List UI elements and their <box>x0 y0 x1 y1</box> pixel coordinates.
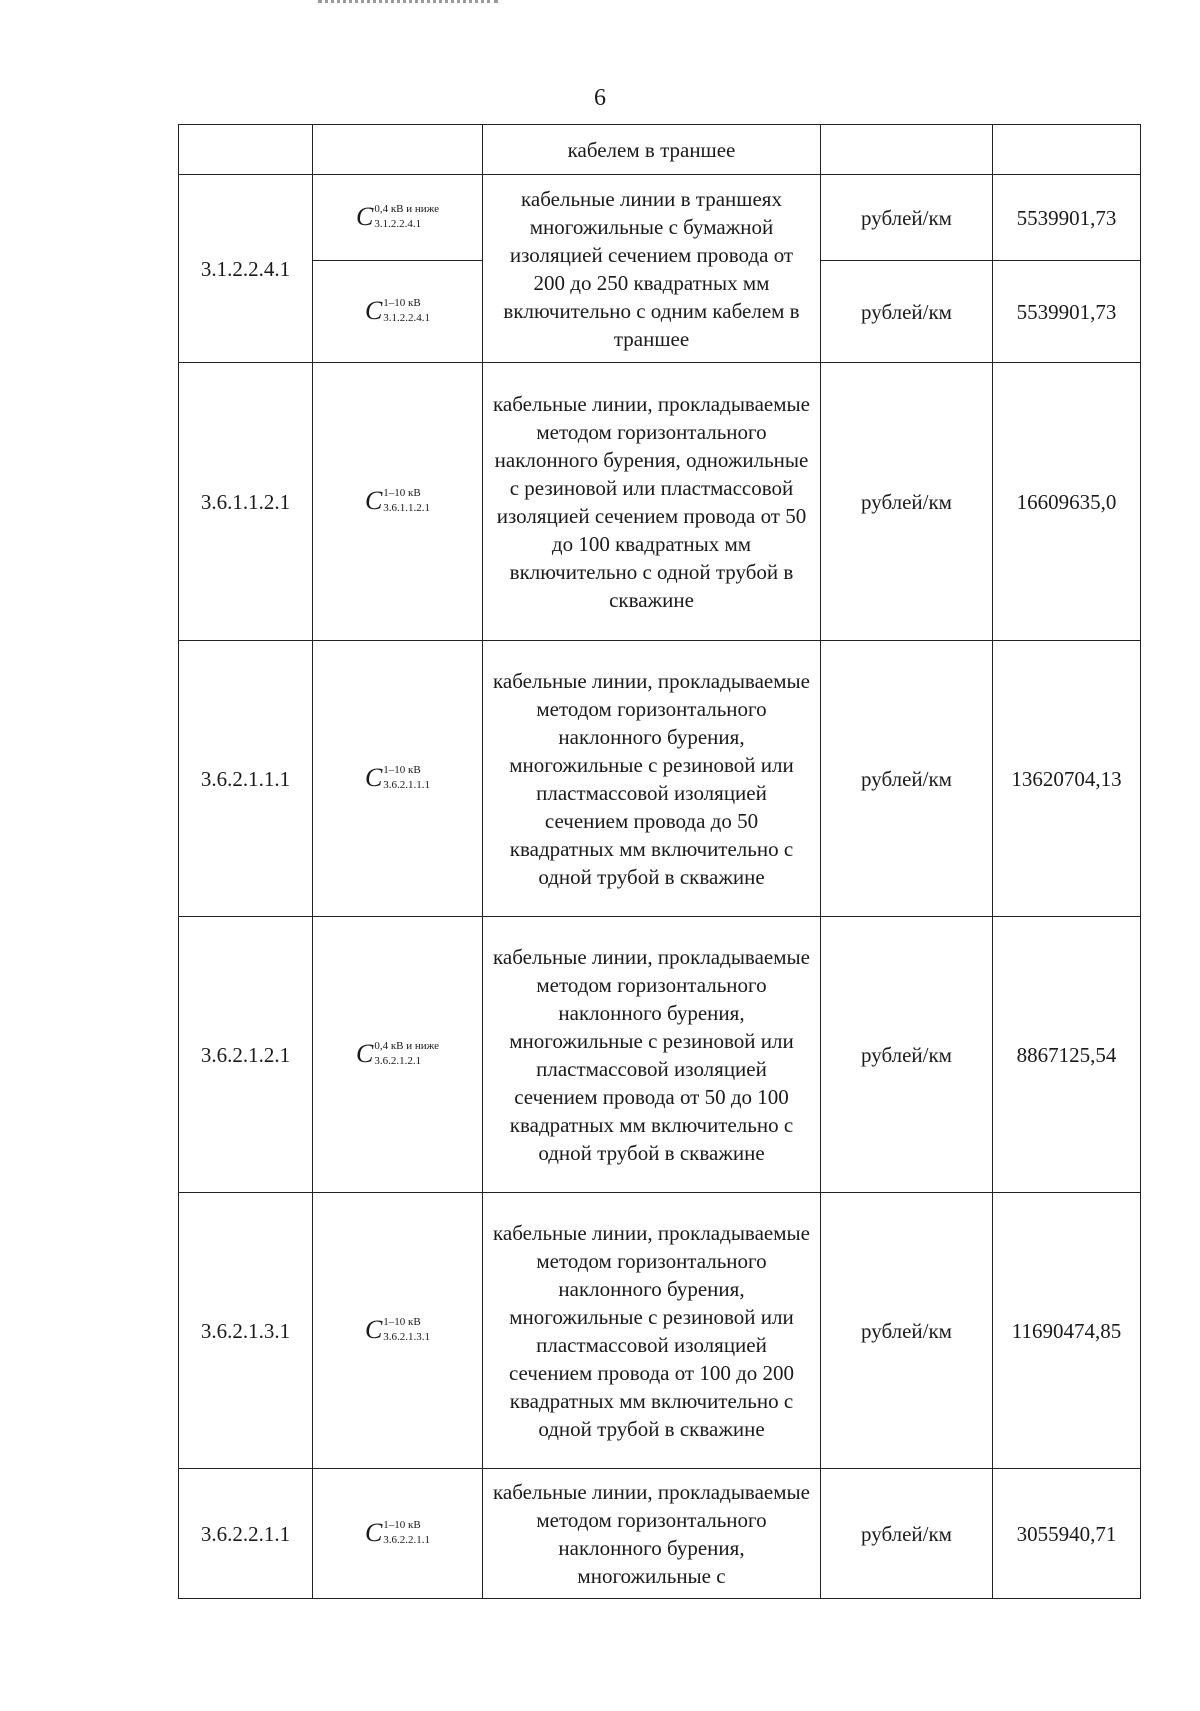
row-description: кабельные линии, прокладываемые методом горизонтального наклонного бурения, многожильные с резиновой или пластмассовой изоляцией сечением провода от 50 до 100 квадратных мм включительно с одной трубой в скважине <box>483 917 821 1193</box>
rate-symbol: C 1–10 кВ 3.6.2.1.1.1 <box>364 763 431 792</box>
table-row <box>179 641 1141 917</box>
rate-symbol-cell <box>313 641 483 917</box>
row-unit: рублей/км <box>821 641 993 917</box>
page-number: 6 <box>594 85 606 111</box>
row-value: 16609635,0 <box>993 363 1141 641</box>
row-value <box>993 125 1141 175</box>
row-number-cell: 3.1.2.2.4.1 <box>179 175 313 363</box>
row-description: кабельные линии, прокладываемые методом горизонтального наклонного бурения, многожильные с <box>483 1469 821 1599</box>
row-unit: рублей/км <box>821 917 993 1193</box>
table-row <box>179 363 1141 641</box>
rate-symbol: C 1–10 кВ 3.6.1.1.2.1 <box>364 486 431 515</box>
rate-symbol: C 1–10 кВ 3.1.2.2.4.1 <box>364 296 431 325</box>
row-value: 3055940,71 <box>993 1469 1141 1599</box>
rates-table <box>178 124 1141 1599</box>
row-description: кабельные линии, прокладываемые методом горизонтального наклонного бурения, многожильные с резиновой или пластмассовой изоляцией сечением провода от 100 до 200 квадратных мм включительно с одной трубой в скважине <box>483 1193 821 1469</box>
row-unit <box>821 125 993 175</box>
rate-symbol: C 0,4 кВ и ниже 3.6.2.1.2.1 <box>355 1039 440 1068</box>
row-description: кабелем в траншее <box>483 125 821 175</box>
scan-top-residue <box>318 0 498 8</box>
row-number-cell: 3.6.2.2.1.1 <box>179 1469 313 1599</box>
rate-symbol-cell <box>313 917 483 1193</box>
row-unit: рублей/км <box>821 261 993 363</box>
row-value: 5539901,73 <box>993 261 1141 363</box>
table-row <box>179 175 1141 261</box>
table-row <box>179 1469 1141 1599</box>
rate-symbol: C 1–10 кВ 3.6.2.1.3.1 <box>364 1315 431 1344</box>
rate-symbol-cell <box>313 1469 483 1599</box>
rate-symbol-cell <box>313 1193 483 1469</box>
table-row <box>179 125 1141 175</box>
row-unit: рублей/км <box>821 175 993 261</box>
row-unit: рублей/км <box>821 1469 993 1599</box>
rate-symbol-cell <box>313 261 483 363</box>
table-row <box>179 1193 1141 1469</box>
table-row <box>179 917 1141 1193</box>
row-value: 8867125,54 <box>993 917 1141 1193</box>
row-value: 13620704,13 <box>993 641 1141 917</box>
row-description: кабельные линии, прокладываемые методом горизонтального наклонного бурения, многожильные с резиновой или пластмассовой изоляцией сечением провода до 50 квадратных мм включительно с одной трубой в скважине <box>483 641 821 917</box>
row-description: кабельные линии в траншеях многожильные с бумажной изоляцией сечением провода от 200 до 250 квадратных мм включительно с одним кабелем в траншее <box>483 175 821 363</box>
row-number-cell: 3.6.2.1.1.1 <box>179 641 313 917</box>
rate-symbol-cell <box>313 125 483 175</box>
rate-symbol: C 0,4 кВ и ниже 3.1.2.2.4.1 <box>355 202 440 231</box>
row-value: 11690474,85 <box>993 1193 1141 1469</box>
row-number-cell <box>179 125 313 175</box>
row-value: 5539901,73 <box>993 175 1141 261</box>
rate-symbol-cell <box>313 175 483 261</box>
row-number-cell: 3.6.2.1.3.1 <box>179 1193 313 1469</box>
row-unit: рублей/км <box>821 1193 993 1469</box>
rate-symbol: C 1–10 кВ 3.6.2.2.1.1 <box>364 1518 431 1547</box>
row-number-cell: 3.6.1.1.2.1 <box>179 363 313 641</box>
row-unit: рублей/км <box>821 363 993 641</box>
row-number-cell: 3.6.2.1.2.1 <box>179 917 313 1193</box>
row-description: кабельные линии, прокладываемые методом горизонтального наклонного бурения, одножильные с резиновой или пластмассовой изоляцией сечением провода от 50 до 100 квадратных мм включительно с одной трубой в скважине <box>483 363 821 641</box>
rate-symbol-cell <box>313 363 483 641</box>
